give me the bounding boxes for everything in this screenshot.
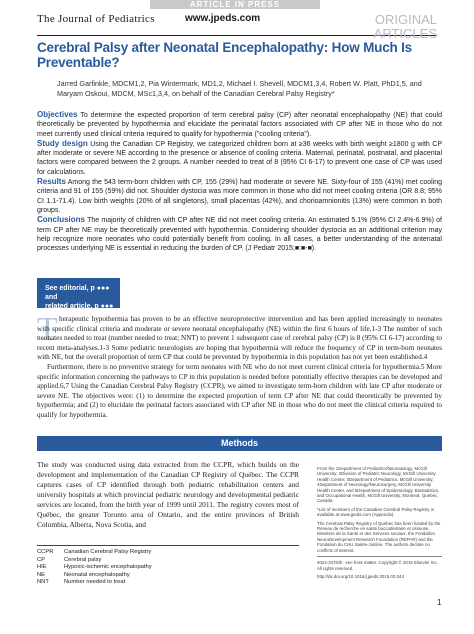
study-design-label: Study design — [37, 138, 88, 148]
intro-paragraph-1: herapeutic hypothermia has proven to be an effective neuroprotective intervention and has been applied increasingly to neonates with specific clinical criteria and moderate or severe neonatal encephalopathy (NE) within the first 6 hours of life.1-3 The number of such neonates needed to treat (number needed to treat; NNT) to prevent 1 subsequent case of cerebral palsy (CP) is 8 (95% CI 6-17) according to recent meta-analyses.1-3 Some pediatric neurologists are hoping that hypothermia will reduce the frequency of CP in term-born neonates with NE, but the overall proportion of term CP that could be prevented by hypothermia in this population has not yet been established.4 — [37, 315, 442, 362]
article-title: Cerebral Palsy after Neonatal Encephalopathy: How Much Is Preventable? — [37, 40, 412, 70]
funding-note: The Cerebral Palsy Registry of Québec has been funded by the Réseau de recherche en santé buccodentaire et osseuse, Ministère de la Santé et des Services sociaux, the Fondation NeuroDevelopment Research Foundation (REPAR) and the Fondation du CHU Sainte-Justine. The authors declare no conflicts of interest. — [317, 520, 441, 553]
introduction — [37, 311, 442, 421]
results-label: Results — [37, 177, 66, 187]
conclusions-label: Conclusions — [37, 215, 86, 225]
methods-heading: Methods — [37, 436, 442, 451]
section-label-line2: ARTICLES — [373, 26, 437, 41]
abbreviation-row: HIE Hypoxic-ischemic encephalopathy — [37, 564, 152, 571]
abbreviation-row: NNT Number needed to treat — [37, 579, 126, 586]
drop-cap: T — [37, 311, 58, 348]
abbreviation-row: CP Cerebral palsy — [37, 556, 102, 563]
journal-name: The Journal of Pediatrics — [37, 13, 155, 25]
conclusions-text: The majority of children with CP after NE did not meet cooling criteria. An estimated 5.1% (95% CI 2.4%-6.9%) of term CP after NE may be theoretically prevented with hypothermia. Considering shoulder dystocia as an additional criterion may help recognize more neonates who could potentially benefit from cooling. In all cases, a better understanding of the antenatal processes underlying NE is essential in reducing the burden of CP. (J Pediatr 2015;■:■-■). — [37, 217, 442, 253]
doi-link[interactable]: http://dx.doi.org/10.1016/j.jpeds.2015.03.044 — [317, 573, 404, 579]
footnotes-column — [317, 466, 442, 582]
methods-text: The study was conducted using data extracted from the CCPR, which builds on the development and implementation of the Canadian CP Registry of Québec. The CCPR captures cases of CP identified through both pediatric rehabilitation centers and university hospitals at which provincial pediatric neurology and developmental pediatric services are located, from the birth year of 1999 until 2011. The registry covers most of Québec, the greater Toronto area of Ontario, and the entire provinces of British Columbia, Alberta, Nova Scotia, and — [37, 460, 299, 529]
page-number: 1 — [437, 598, 442, 607]
journal-website[interactable]: www.jpeds.com — [185, 13, 261, 24]
copyright-note: 0022-3476/$ - see front matter. Copyright © 2015 Elsevier Inc. All rights reserved. — [317, 560, 438, 571]
editorial-link-box[interactable] — [37, 278, 120, 308]
editorial-link-line2: related article, p ●●● — [45, 303, 114, 310]
affiliations-note: From the 1Department of Pediatrics/Neonatology, McGill University; 2Division of Pediatric Neurology, McGill University Health Centre; 3Department of Pediatrics, McGill University; 4Department of Neurology/Neurosurgery, McGill University Health Center, and 5Department of Epidemiology, Biostatistics, and Occupational Health, McGill University, Montreal, Quebec, Canada — [317, 466, 440, 504]
editorial-link-line1: See editorial, p ●●● and — [45, 285, 110, 301]
article-in-press-banner: ARTICLE IN PRESS — [150, 0, 320, 9]
members-note: *List of members of the Canadian Cerebral Palsy Registry is available at www.jpeds.com (Appendix). — [317, 506, 434, 518]
results-text: Among the 543 term-born children with CP, 155 (29%) had moderate or severe NE. Sixty-four of 155 (41%) met cooling criteria and 91 of 155 (59%) did not. Shoulder dystocia was more common in those who did not meet cooling criteria (OR 8.8; 95% CI 1.1-71.4). Low birth weights (20% of all singletons), small placentas (42%), and chorioamnionitis (13%) were common in both groups. — [37, 179, 442, 214]
study-design-text: Using the Canadian CP Registry, we categorized children born at ≥36 weeks with birth weight ≥1800 g with CP after moderate or severe NE according to the presence or absence of cooling criteria. Maternal, perinatal, postnatal, and placental factors were compared between the 2 groups. A number needed to treat of 8 (95% CI 6-17) to prevent one case of CP was used for calculations. — [37, 140, 442, 176]
objectives-text: To determine the expected proportion of term cerebral palsy (CP) after neonatal encephalopathy (NE) that could theoretically be prevented by hypothermia and elucidate the perinatal factors associated with CP after NE in those who do not meet currently used clinical criteria required to qualify for hypothermia ("cooling criteria"). — [37, 112, 442, 138]
journal-header — [37, 10, 437, 41]
abbreviation-row: NE Neonatal encephalopathy — [37, 571, 130, 578]
author-list: Jarred Garfinkle, MDCM1,2, Pia Wintermark, MD1,2, Michael I. Shevell, MDCM1,3,4, Robert W. Platt, PhD1,5, and Maryam Oskoui, MDCM, MSc1,3,4, on behalf of the Canadian Cerebral Palsy Registry* — [57, 79, 422, 98]
abbreviation-row: CCPR Canadian Cerebral Palsy Registry — [37, 549, 152, 555]
section-label — [374, 13, 437, 41]
abbreviations-list — [37, 545, 299, 587]
section-label-line1: ORIGINAL — [374, 12, 437, 27]
footnote-divider — [317, 556, 442, 557]
objectives-label: Objectives — [37, 110, 78, 119]
intro-paragraph-2: Furthermore, there is no preventive strategy for term neonates with NE who do not meet current clinical criteria for hypothermia.5 More specific information concerning the pathways to CP in this population is needed before potentially effective therapies can be developed and applied.6,7 Using the Canadian Cerebral Palsy Registry (CCPR), we aimed to investigate term-born children with late CP after moderate or severe NE. The objectives were: (1) to determine the expected proportion of term CP after NE that could theoretically be prevented by hypothermia; and (2) to elucidate the perinatal factors associated with CP after NE in those who do not meet the clinical criteria required to qualify for hypothermia. — [37, 362, 442, 419]
abstract — [37, 110, 442, 253]
